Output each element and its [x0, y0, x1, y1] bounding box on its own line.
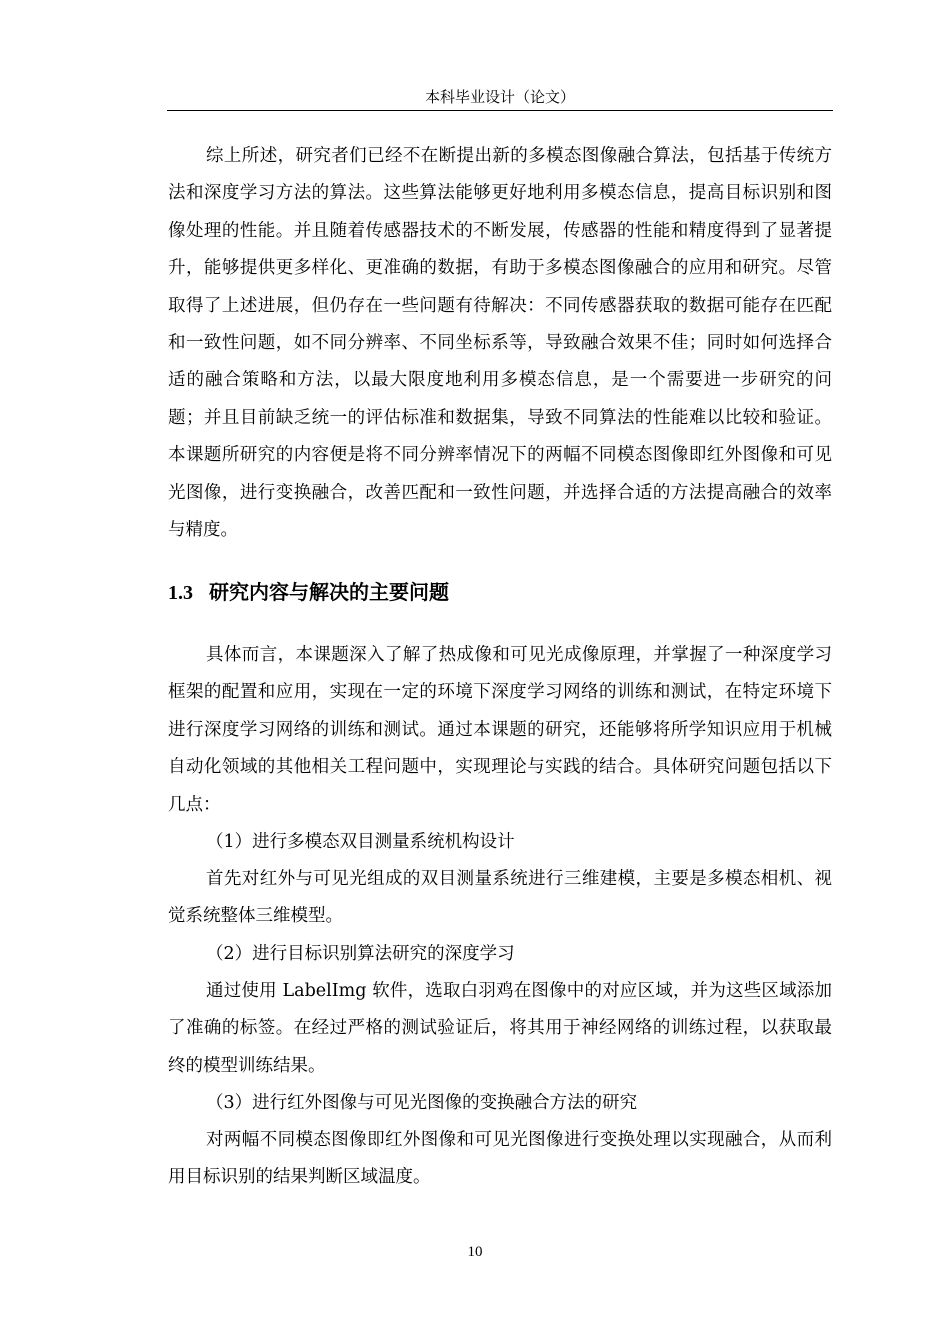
item-3-title: （3）进行红外图像与可见光图像的变换融合方法的研究 [206, 1093, 638, 1113]
intro-paragraph: 具体而言，本课题深入了解了热成像和可见光成像原理，并掌握了一种深度学习框架的配置和应用，实现在一定的环境下深度学习网络的训练和测试，在特定环境下进行深度学习网络的训练和测试。通过本课题的研究，还能够将所学知识应用于机械自动化领域的其他相关工程问题中，实现理论与实践的结合。具体研究问题包括以下几点： [168, 645, 832, 815]
summary-paragraph: 综上所述，研究者们已经不在断提出新的多模态图像融合算法，包括基于传统方法和深度学习方法的算法。这些算法能够更好地利用多模态信息，提高目标识别和图像处理的性能。并且随着传感器技术的不断发展，传感器的性能和精度得到了显著提升，能够提供更多样化、更准确的数据，有助于多模态图像融合的应用和研究。尽管取得了上述进展，但仍存在一些问题有待解决：不同传感器获取的数据可能存在匹配和一致性问题，如不同分辨率、不同坐标系等，导致融合效果不佳；同时如何选择合适的融合策略和方法，以最大限度地利用多模态信息，是一个需要进一步研究的问题；并且目前缺乏统一的评估标准和数据集，导致不同算法的性能难以比较和验证。本课题所研究的内容便是将不同分辨率情况下的两幅不同模态图像即红外图像和可见光图像，进行变换融合，改善匹配和一致性问题，并选择合适的方法提高融合的效率与精度。 [168, 146, 832, 541]
item-1-title: （1）进行多模态双目测量系统机构设计 [206, 832, 515, 852]
section-title: 研究内容与解决的主要问题 [209, 580, 449, 604]
item-2-title: （2）进行目标识别算法研究的深度学习 [206, 944, 515, 964]
page-number: 10 [467, 1244, 483, 1260]
item-1-body: 首先对红外与可见光组成的双目测量系统进行三维建模，主要是多模态相机、视觉系统整体三维模型。 [168, 869, 832, 927]
item-3-body: 对两幅不同模态图像即红外图像和可见光图像进行变换处理以实现融合，从而利用目标识别的结果判断区域温度。 [168, 1130, 832, 1188]
page-header: 本科毕业设计（论文） [424, 88, 575, 106]
header-rule [167, 110, 833, 111]
item-2-body: 通过使用 LabelImg 软件，选取白羽鸡在图像中的对应区域，并为这些区域添加了准确的标签。在经过严格的测试验证后，将其用于神经网络的训练过程，以获取最终的模型训练结果。 [168, 981, 832, 1076]
section-number: 1.3 [168, 582, 193, 604]
section-heading [168, 574, 449, 611]
